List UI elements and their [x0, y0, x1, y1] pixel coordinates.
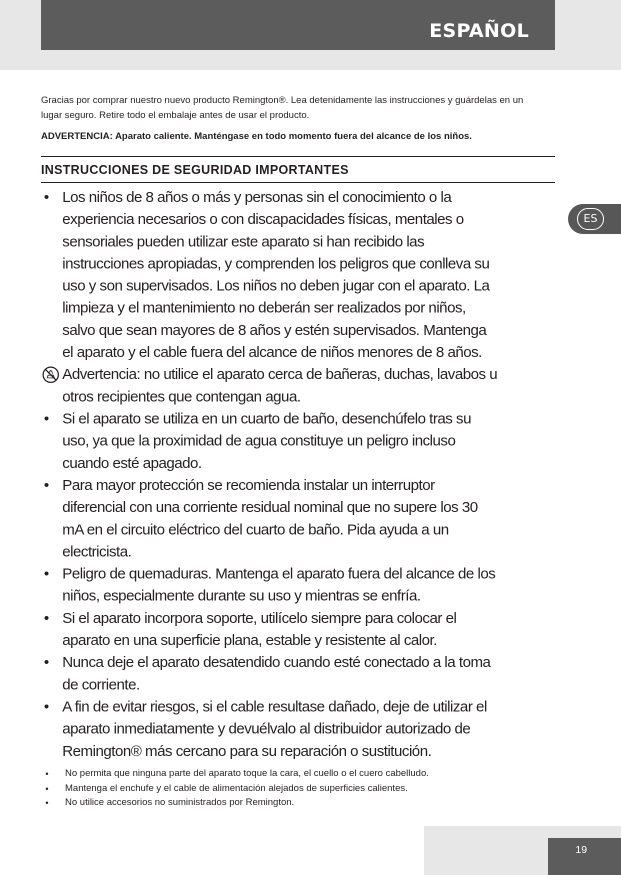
section-heading: INSTRUCCIONES DE SEGURIDAD IMPORTANTES	[41, 163, 349, 177]
list-item-water-warning	[41, 363, 498, 407]
list-item	[41, 696, 498, 762]
language-title-bar	[41, 0, 555, 50]
bullet: •	[45, 798, 49, 808]
list-item-text: No utilice accesorios no suministrados por Remington.	[65, 797, 295, 808]
list-item	[41, 796, 555, 811]
list-item	[41, 607, 498, 651]
no-water-warning-icon	[42, 366, 60, 384]
list-item-text: Advertencia: no utilice el aparato cerca de bañeras, duchas, lavabos u otros recipientes que contengan agua.	[62, 365, 498, 405]
list-item	[41, 782, 555, 797]
additional-instructions-list	[41, 767, 555, 811]
bullet: •	[43, 698, 49, 716]
bullet: •	[43, 410, 49, 428]
bullet: •	[43, 188, 49, 206]
bullet: •	[45, 783, 49, 794]
language-code: ES	[577, 208, 604, 230]
list-item	[41, 651, 498, 695]
page-number-box	[548, 838, 621, 875]
bullet: •	[43, 476, 49, 494]
list-item-text: Los niños de 8 años o más y personas sin el conocimiento o la experiencia necesarios o con discapacidades físicas, mentales o sensoriales pueden utilizar este aparato si han recibido las instrucciones apropiadas, y comprenden los peligros que conlleva su uso y son supervisados. Los niños no deben jugar con el aparato. La limpieza y el mantenimiento no deberán ser realizados por niños, salvo que sean mayores de 8 años y estén supervisados. Mantenga el aparato y el cable fuera del alcance de niños menores de 8 años.	[62, 188, 490, 361]
bullet: •	[43, 565, 49, 583]
intro-paragraph: Gracias por comprar nuestro nuevo producto Remington®. Lea detenidamente las instrucciones y guárdelas en un lugar seguro. Retire todo el embalaje antes de usar el producto.	[41, 95, 524, 121]
language-title: ESPAÑOL	[429, 20, 529, 42]
page-number: 19	[575, 844, 588, 856]
list-item-text: Si el aparato se utiliza en un cuarto de baño, desenchúfelo tras su uso, ya que la proximidad de agua constituye un peligro incluso cuando esté apagado.	[62, 410, 471, 472]
list-item-text: Nunca deje el aparato desatendido cuando esté conectado a la toma de corriente.	[62, 653, 491, 693]
bullet: •	[43, 609, 49, 627]
list-item-text: Para mayor protección se recomienda instalar un interruptor diferencial con una corriente residual nominal que no supere los 30 mA en el circuito eléctrico del cuarto de baño. Pida ayuda a un electricista.	[62, 476, 478, 560]
list-item-text: Si el aparato incorpora soporte, utilícelo siempre para colocar el aparato en una superficie plana, estable y resistente al calor.	[62, 609, 457, 649]
bullet: •	[45, 769, 49, 779]
list-item	[41, 474, 498, 563]
list-item-text: A fin de evitar riesgos, si el cable resultase dañado, deje de utilizar el aparato inmediatamente y devuélvalo al distribuidor autorizado de Remington® más cercano para su reparación o sustitución.	[62, 698, 487, 760]
list-item	[41, 408, 498, 474]
list-item	[41, 186, 498, 363]
safety-instructions-list	[41, 186, 498, 762]
section-rule-bottom	[41, 182, 555, 183]
hot-appliance-warning: ADVERTENCIA: Aparato caliente. Manténgase en todo momento fuera del alcance de los niños.	[41, 131, 472, 142]
language-tab	[568, 204, 621, 234]
list-item-text: Mantenga el enchufe y el cable de alimentación alejados de superficies calientes.	[65, 782, 408, 794]
bullet: •	[43, 653, 49, 671]
list-item	[41, 563, 498, 607]
list-item-text: Peligro de quemaduras. Mantenga el aparato fuera del alcance de los niños, especialmente durante su uso y mientras se enfría.	[62, 565, 496, 605]
section-rule-top	[41, 156, 555, 157]
list-item	[41, 767, 555, 782]
list-item-text: No permita que ninguna parte del aparato toque la cara, el cuello o el cuero cabelludo.	[65, 768, 429, 779]
